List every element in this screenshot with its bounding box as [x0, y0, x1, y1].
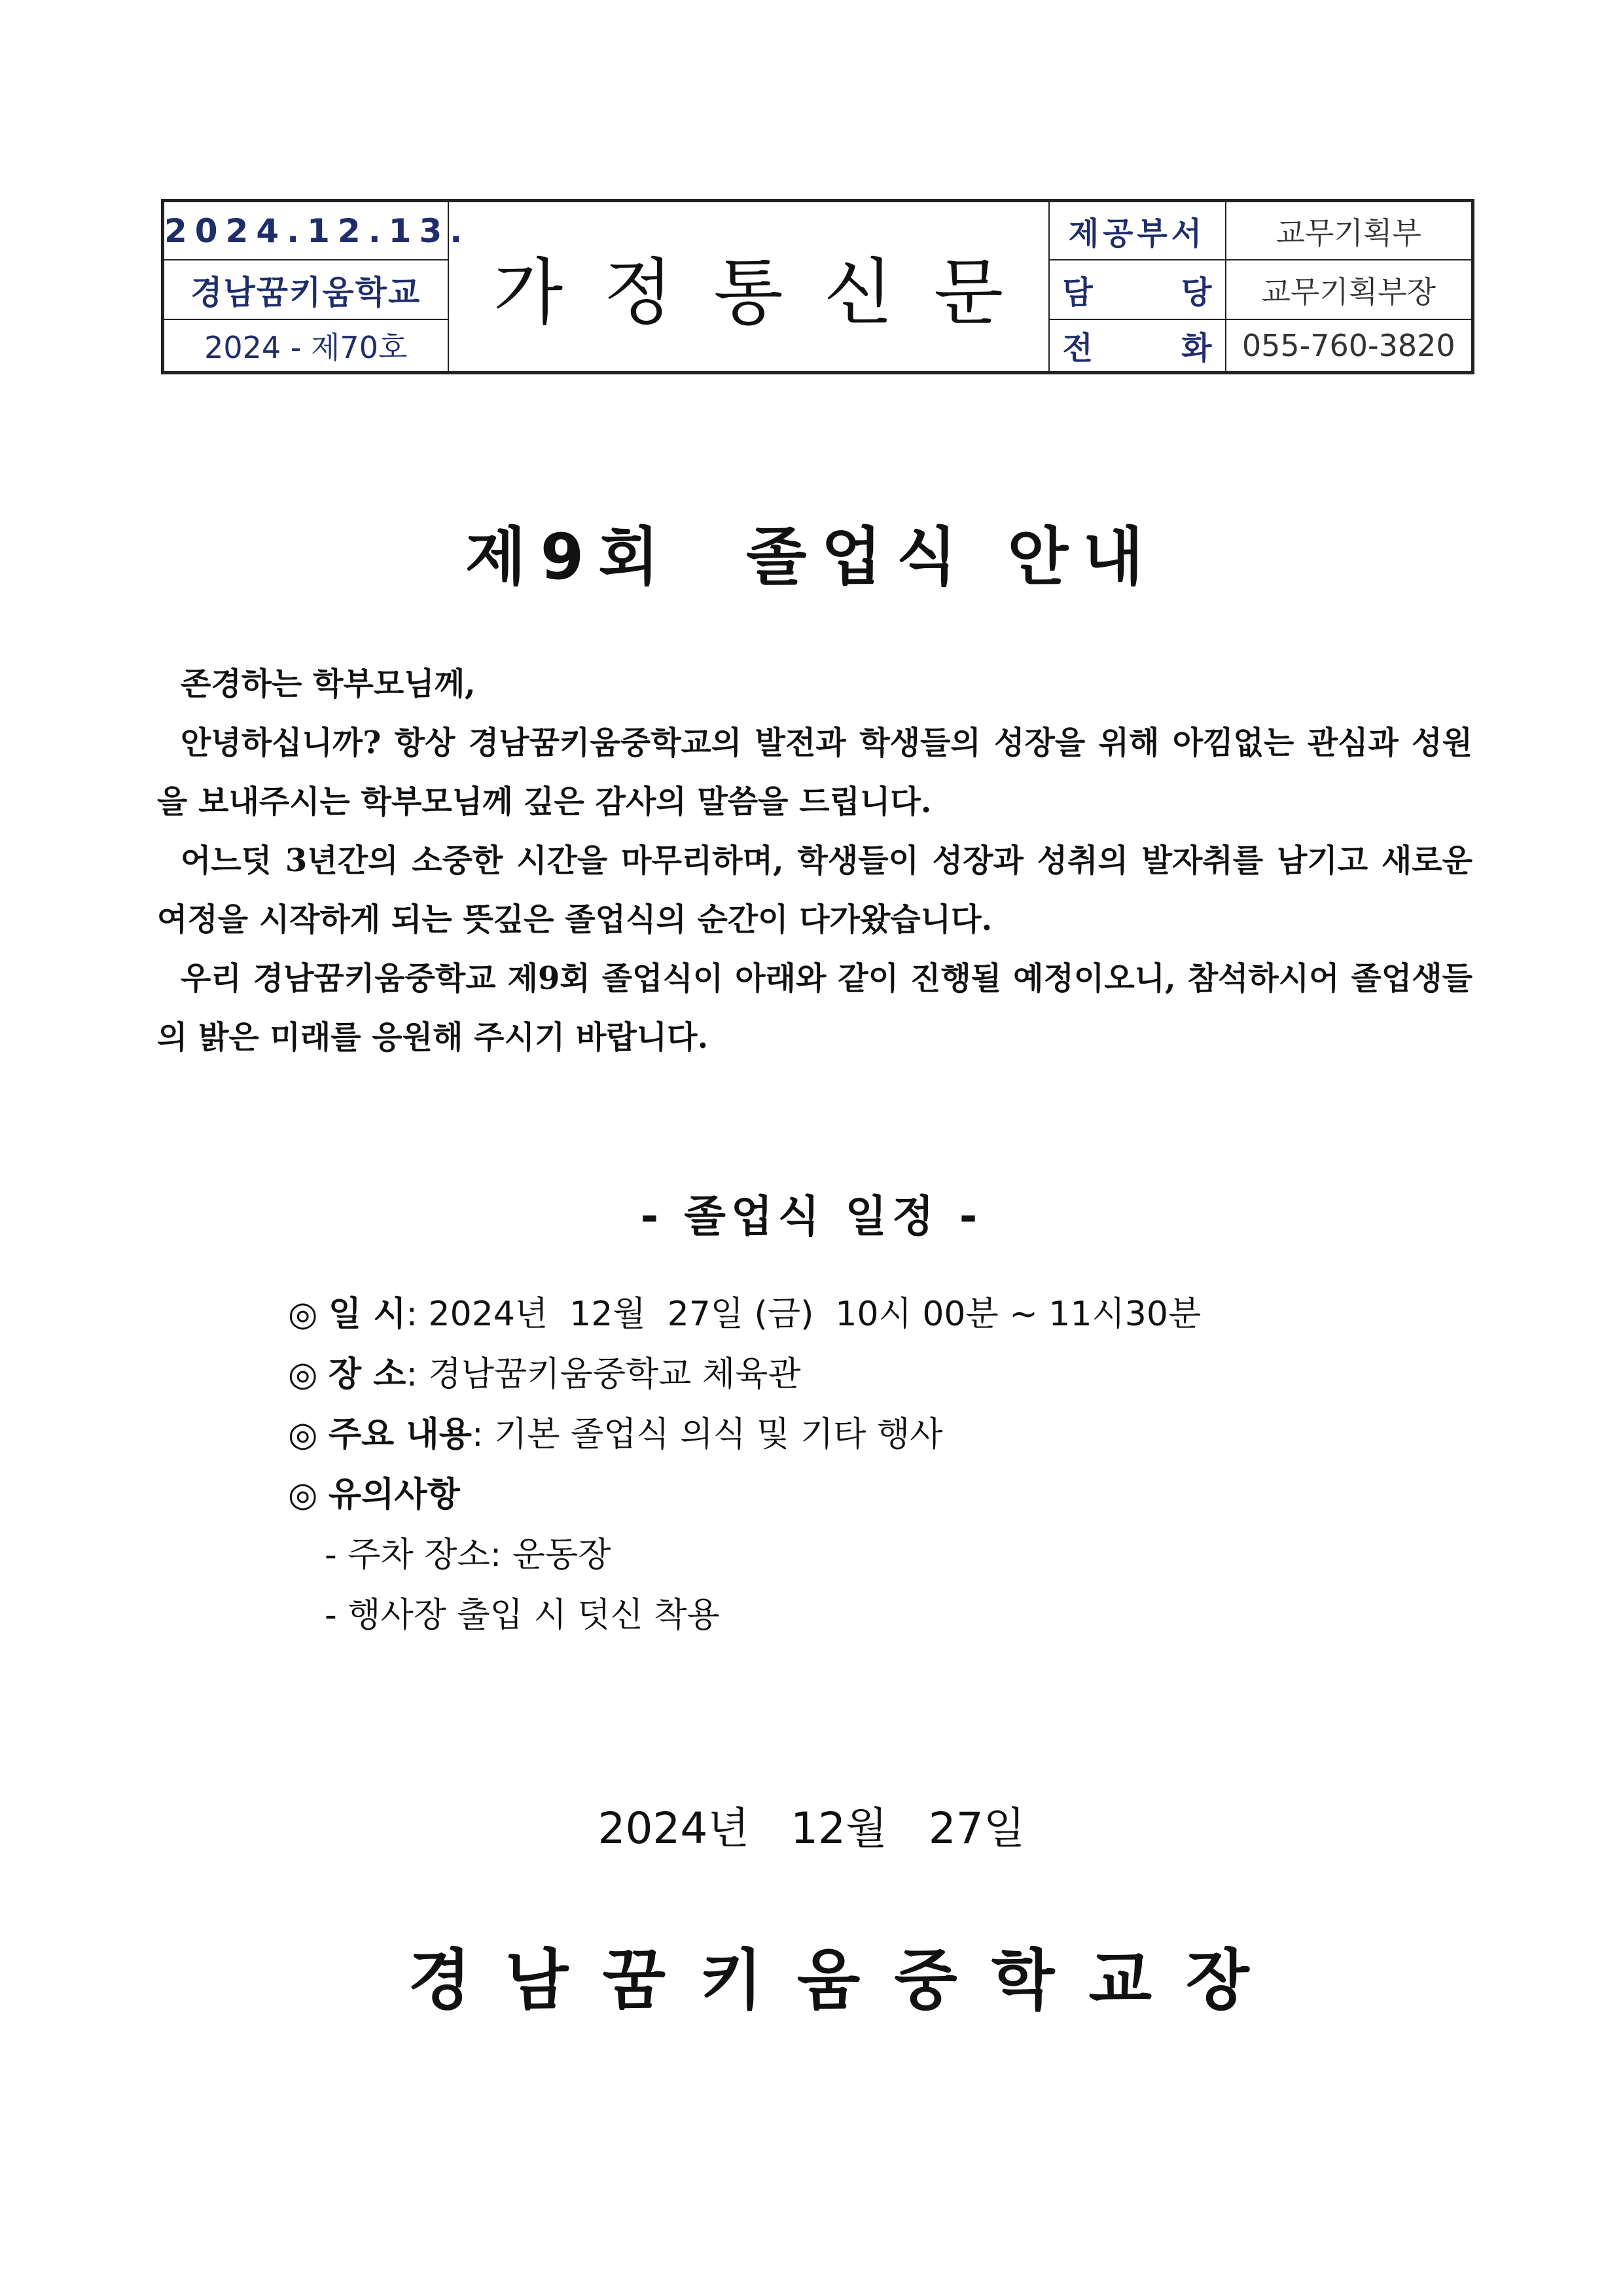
schedule-place: ◎ 장 소: 경남꿈키움중학교 체육관 [288, 1355, 801, 1394]
phone-value: 055-760-3820 [1226, 319, 1473, 373]
dept-label: 제공부서 [1049, 201, 1226, 260]
document-title: 제9회 졸업식 안내 [465, 520, 1158, 594]
bullet-icon: ◎ [288, 1415, 318, 1454]
principal-signature: 경남꿈키움중학교장 [408, 1941, 1283, 2018]
issue-date-cell: 2024.12.13. [163, 201, 448, 260]
issue-number-cell: 2024 - 제70호 [163, 319, 448, 373]
schedule-time: ◎ 일 시: 2024년 12월 27일 (금) 10시 00분 ~ 11시30분 [288, 1295, 1202, 1334]
dept-value: 교무기획부 [1226, 201, 1473, 260]
bullet-icon: ◎ [288, 1295, 318, 1334]
schedule-title: - 졸업식 일정 - [640, 1191, 983, 1242]
note-parking: - 주차 장소: 운동장 [325, 1535, 611, 1575]
schedule-content: ◎ 주요 내용: 기본 졸업식 의식 및 기타 행사 [288, 1415, 943, 1454]
issue-date: 2024년 12월 27일 [597, 1803, 1026, 1854]
manager-value: 교무기획부장 [1226, 260, 1473, 319]
schedule-list [288, 1284, 1201, 1645]
paragraph-1: 안녕하십니까? 항상 경남꿈키움중학교의 발전과 학생들의 성장을 위해 아낌없는 관심과 성원을 보내주시는 학부모님께 깊은 감사의 말씀을 드립니다. [157, 725, 1472, 820]
manager-label: 담 당 [1049, 260, 1226, 319]
greeting: 존경하는 학부모님께, [181, 666, 476, 702]
letter-body [157, 655, 1472, 1067]
newsletter-title: 가정통신문 [448, 201, 1049, 373]
phone-label: 전 화 [1049, 319, 1226, 373]
note-shoes: - 행사장 출입 시 덧신 착용 [325, 1596, 720, 1635]
header-table [161, 199, 1474, 374]
paragraph-3: 우리 경남꿈키움중학교 제9회 졸업식이 아래와 같이 진행될 예정이오니, 참석하시어 졸업생들의 밝은 미래를 응원해 주시기 바랍니다. [157, 960, 1472, 1056]
school-name-cell: 경남꿈키움학교 [163, 260, 448, 319]
bullet-icon: ◎ [288, 1355, 318, 1394]
bullet-icon: ◎ [288, 1475, 318, 1515]
schedule-notes: ◎ 유의사항 [288, 1475, 460, 1515]
paragraph-2: 어느덧 3년간의 소중한 시간을 마무리하며, 학생들이 성장과 성취의 발자취를 남기고 새로운 여정을 시작하게 되는 뜻깊은 졸업식의 순간이 다가왔습니다. [157, 842, 1472, 938]
